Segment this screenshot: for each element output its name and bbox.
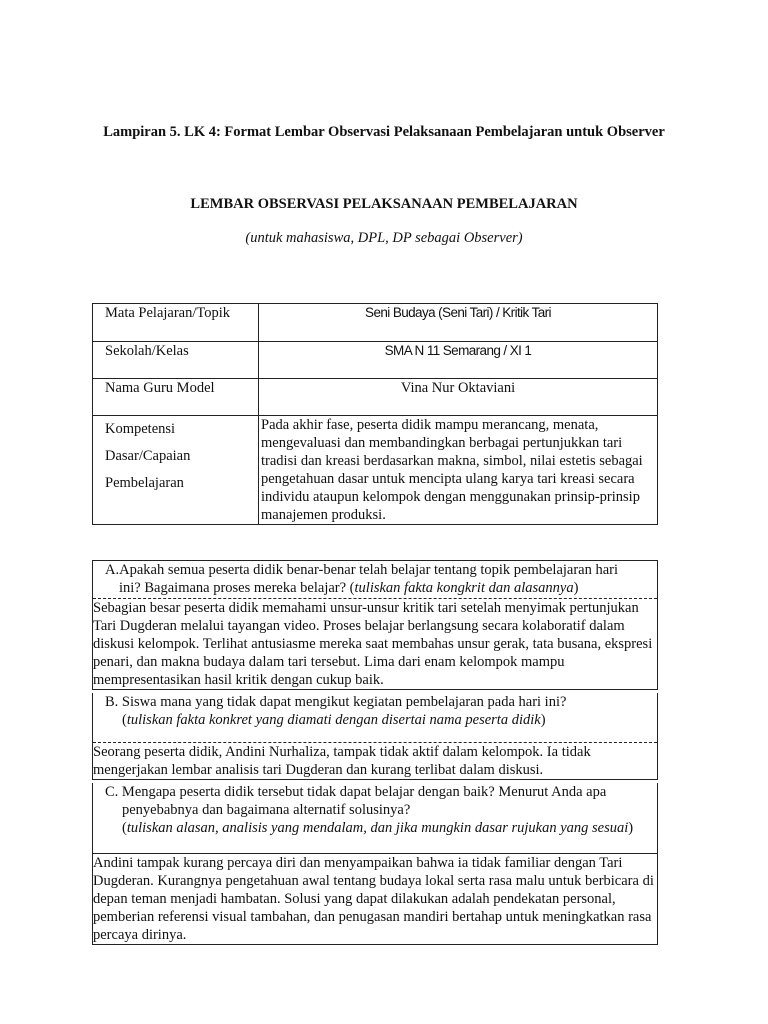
subject-value: Seni Budaya (Seni Tari) / Kritik Tari	[259, 304, 658, 342]
question-c-line-2: penyebabnya dan bagaimana alternatif solusinya?	[122, 802, 411, 818]
question-a-block	[92, 560, 658, 690]
question-a	[93, 561, 657, 598]
document-subtitle: (untuk mahasiswa, DPL, DP sebagai Observer)	[245, 230, 523, 246]
school-value: SMA N 11 Semarang / XI 1	[259, 342, 658, 379]
appendix-title: Lampiran 5. LK 4: Format Lembar Observasi Pelaksanaan Pembelajaran untuk Observer	[103, 124, 665, 140]
competency-label-line-2: Dasar/Capaian	[105, 448, 191, 464]
teacher-row	[93, 379, 658, 416]
question-c-block	[92, 783, 658, 945]
question-c	[93, 783, 657, 853]
competency-value: Pada akhir fase, peserta didik mampu merancang, menata, mengevaluasi dan membandingkan berbagai pertunjukkan tari tradisi dan kreasi berdasarkan makna, simbol, nilai estetis sebagai pengetahuan dasar untuk mencipta ulang karya tari kreasi secara individu ataupun kelompok dengan menggunakan prinsip-prinsip manajemen produksi.	[259, 416, 658, 525]
teacher-value: Vina Nur Oktaviani	[259, 379, 658, 416]
answer-c: Andini tampak kurang percaya diri dan menyampaikan bahwa ia tidak familiar dengan Tari Dugderan. Kurangnya pengetahuan awal tentang budaya lokal serta rasa malu untuk berbicara di depan teman menjadi hambatan. Solusi yang dapat dilakukan adalah pendekatan personal, pemberian referensi visual tambahan, dan penugasan mandiri bertahap untuk meningkatkan rasa percaya dirinya.	[93, 853, 657, 944]
document-title: LEMBAR OBSERVASI PELAKSANAAN PEMBELAJARAN	[190, 196, 578, 212]
question-c-line-1: C. Mengapa peserta didik tersebut tidak dapat belajar dengan baik? Menurut Anda apa	[105, 784, 607, 800]
question-b-line-2: (tuliskan fakta konkret yang diamati dengan disertai nama peserta didik)	[122, 712, 546, 728]
question-a-line-2: ini? Bagaimana proses mereka belajar? (tuliskan fakta kongkrit dan alasannya)	[119, 580, 579, 596]
question-a-line-1: A.Apakah semua peserta didik benar-benar telah belajar tentang topik pembelajaran hari	[105, 562, 619, 578]
lesson-info-table	[92, 303, 658, 525]
question-b-block	[92, 693, 658, 780]
answer-b: Seorang peserta didik, Andini Nurhaliza, tampak tidak aktif dalam kelompok. Ia tidak mengerjakan lembar analisis tari Dugderan dan kurang terlibat dalam diskusi.	[93, 742, 657, 779]
competency-label	[93, 416, 259, 525]
teacher-label: Nama Guru Model	[93, 379, 259, 416]
answer-a: Sebagian besar peserta didik memahami unsur-unsur kritik tari setelah menyimak pertunjukan Tari Dugderan melalui tayangan video. Proses belajar berlangsung secara kolaboratif dalam diskusi kelompok. Terlihat antusiasme mereka saat membahas unsur gerak, tata busana, ekspresi penari, dan makna budaya dalam tari tersebut. Lima dari enam kelompok mampu mempresentasikan hasil kritik dengan cukup baik.	[93, 598, 657, 689]
question-c-hint: tuliskan alasan, analisis yang mendalam, dan jika mungkin dasar rujukan yang sesuai	[126, 820, 629, 836]
subject-label: Mata Pelajaran/Topik	[93, 304, 259, 342]
question-c-line-3: (tuliskan alasan, analisis yang mendalam, dan jika mungkin dasar rujukan yang sesuai)	[122, 820, 634, 836]
question-a-hint: tuliskan fakta kongkrit dan alasannya	[354, 580, 574, 596]
question-b-line-1: B. Siswa mana yang tidak dapat mengikut kegiatan pembelajaran pada hari ini?	[105, 694, 567, 710]
question-b	[93, 693, 657, 742]
school-label: Sekolah/Kelas	[93, 342, 259, 379]
subject-row	[93, 304, 658, 342]
question-b-hint: tuliskan fakta konkret yang diamati dengan disertai nama peserta didik	[126, 712, 541, 728]
competency-label-line-3: Pembelajaran	[105, 475, 184, 491]
school-row	[93, 342, 658, 379]
competency-label-line-1: Kompetensi	[105, 421, 176, 437]
competency-row	[93, 416, 658, 525]
